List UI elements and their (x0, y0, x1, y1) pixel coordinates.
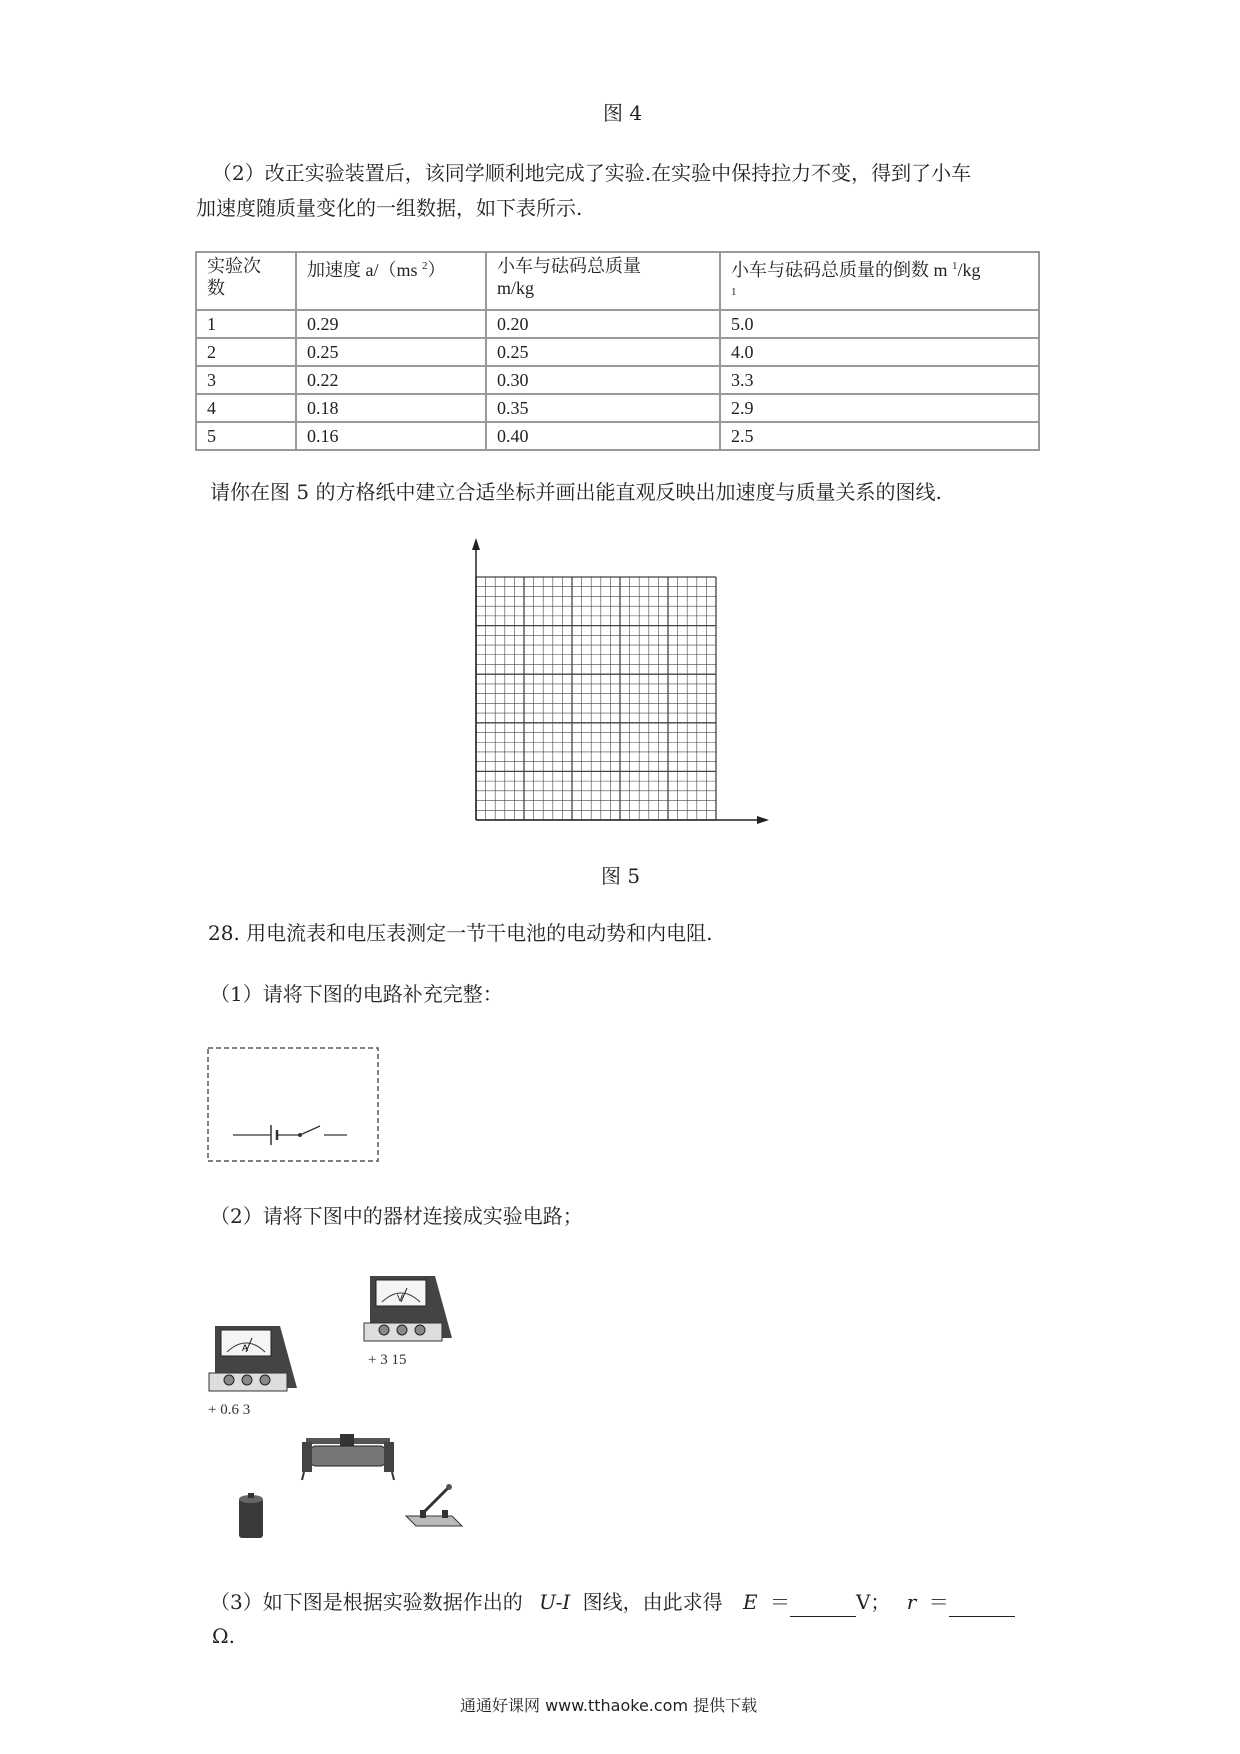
rheostat-slider[interactable] (340, 1434, 354, 1446)
table-header-cell: 加速度 a/（ms $^2$） (296, 252, 486, 310)
ammeter-terminal[interactable] (224, 1375, 234, 1385)
x-axis-arrow (757, 816, 769, 824)
rheostat-end (384, 1442, 394, 1472)
graph-grid (476, 577, 716, 820)
switch-blade (300, 1126, 320, 1135)
page-footer: 通通好课网 www.tthaoke.com 提供下载 (460, 1696, 758, 1715)
switch-contact (442, 1510, 448, 1518)
q28-part2: （2）请将下图中的器材连接成实验电路； (210, 1204, 583, 1228)
voltmeter-terminal-labels: + 3 15 (368, 1352, 407, 1368)
rheostat-leg (392, 1472, 394, 1480)
rheostat-coil (310, 1446, 386, 1466)
ammeter-terminal-labels: + 0.6 3 (208, 1402, 251, 1418)
rheostat-icon (300, 1432, 398, 1482)
q27-part2-line1: （2）改正实验装置后，该同学顺利地完成了实验.在实验中保持拉力不变，得到了小车 (212, 161, 972, 185)
q28-part1: （1）请将下图的电路补充完整： (210, 982, 503, 1006)
figure-4-caption: 图 4 (603, 101, 643, 125)
voltmeter-symbol: V (397, 1293, 404, 1303)
ammeter (205, 1318, 300, 1398)
answer-blank-e[interactable] (790, 1594, 856, 1617)
data-table (195, 251, 1040, 451)
figure-5-caption: 图 5 (601, 864, 641, 888)
table-header-cell: 小车与砝码总质量的倒数 m $^1$/kg $^1$ (720, 252, 1039, 310)
voltmeter-terminal[interactable] (397, 1325, 407, 1335)
switch-handle[interactable] (446, 1484, 452, 1490)
rheostat-end (302, 1442, 312, 1472)
q28-part3-line2: Ω. (212, 1624, 235, 1648)
ammeter-symbol: A (242, 1343, 249, 1353)
voltmeter (360, 1268, 455, 1348)
table-row: 1 0.29 0.20 5.0 (196, 310, 1039, 338)
circuit-box (205, 1045, 385, 1165)
answer-blank-r[interactable] (949, 1594, 1015, 1617)
q27-part2-line2: 加速度随质量变化的一组数据，如下表所示. (196, 196, 583, 220)
switch-base (406, 1516, 462, 1526)
battery-terminal[interactable] (248, 1493, 254, 1498)
battery-body (239, 1498, 263, 1538)
table-row: 2 0.25 0.25 4.0 (196, 338, 1039, 366)
q28-part3-line1: （3）如下图是根据实验数据作出的 U-I 图线，由此求得 E ＝ V； r ＝ (210, 1587, 1015, 1617)
table-header-cell: 小车与砝码总质量 m/kg (486, 252, 720, 310)
knife-switch-icon (402, 1482, 468, 1532)
graph-paper (460, 535, 775, 830)
table-header-cell: 实验次 数 (196, 252, 296, 310)
battery-cell-icon (236, 1492, 268, 1542)
switch-lever[interactable] (424, 1488, 448, 1512)
graph-instruction: 请你在图 5 的方格纸中建立合适坐标并画出能直观反映出加速度与质量关系的图线. (210, 480, 942, 504)
q28-title: 28. 用电流表和电压表测定一节干电池的电动势和内电阻. (208, 921, 713, 945)
ammeter-terminal[interactable] (242, 1375, 252, 1385)
ammeter-terminal[interactable] (260, 1375, 270, 1385)
table-row: 3 0.22 0.30 3.3 (196, 366, 1039, 394)
voltmeter-terminal[interactable] (379, 1325, 389, 1335)
dashed-frame (208, 1048, 378, 1161)
table-row: 4 0.18 0.35 2.9 (196, 394, 1039, 422)
voltmeter-terminal[interactable] (415, 1325, 425, 1335)
table-row: 5 0.16 0.40 2.5 (196, 422, 1039, 450)
rheostat-leg (302, 1472, 304, 1480)
y-axis-arrow (472, 538, 480, 550)
table-header-row (196, 252, 1039, 310)
